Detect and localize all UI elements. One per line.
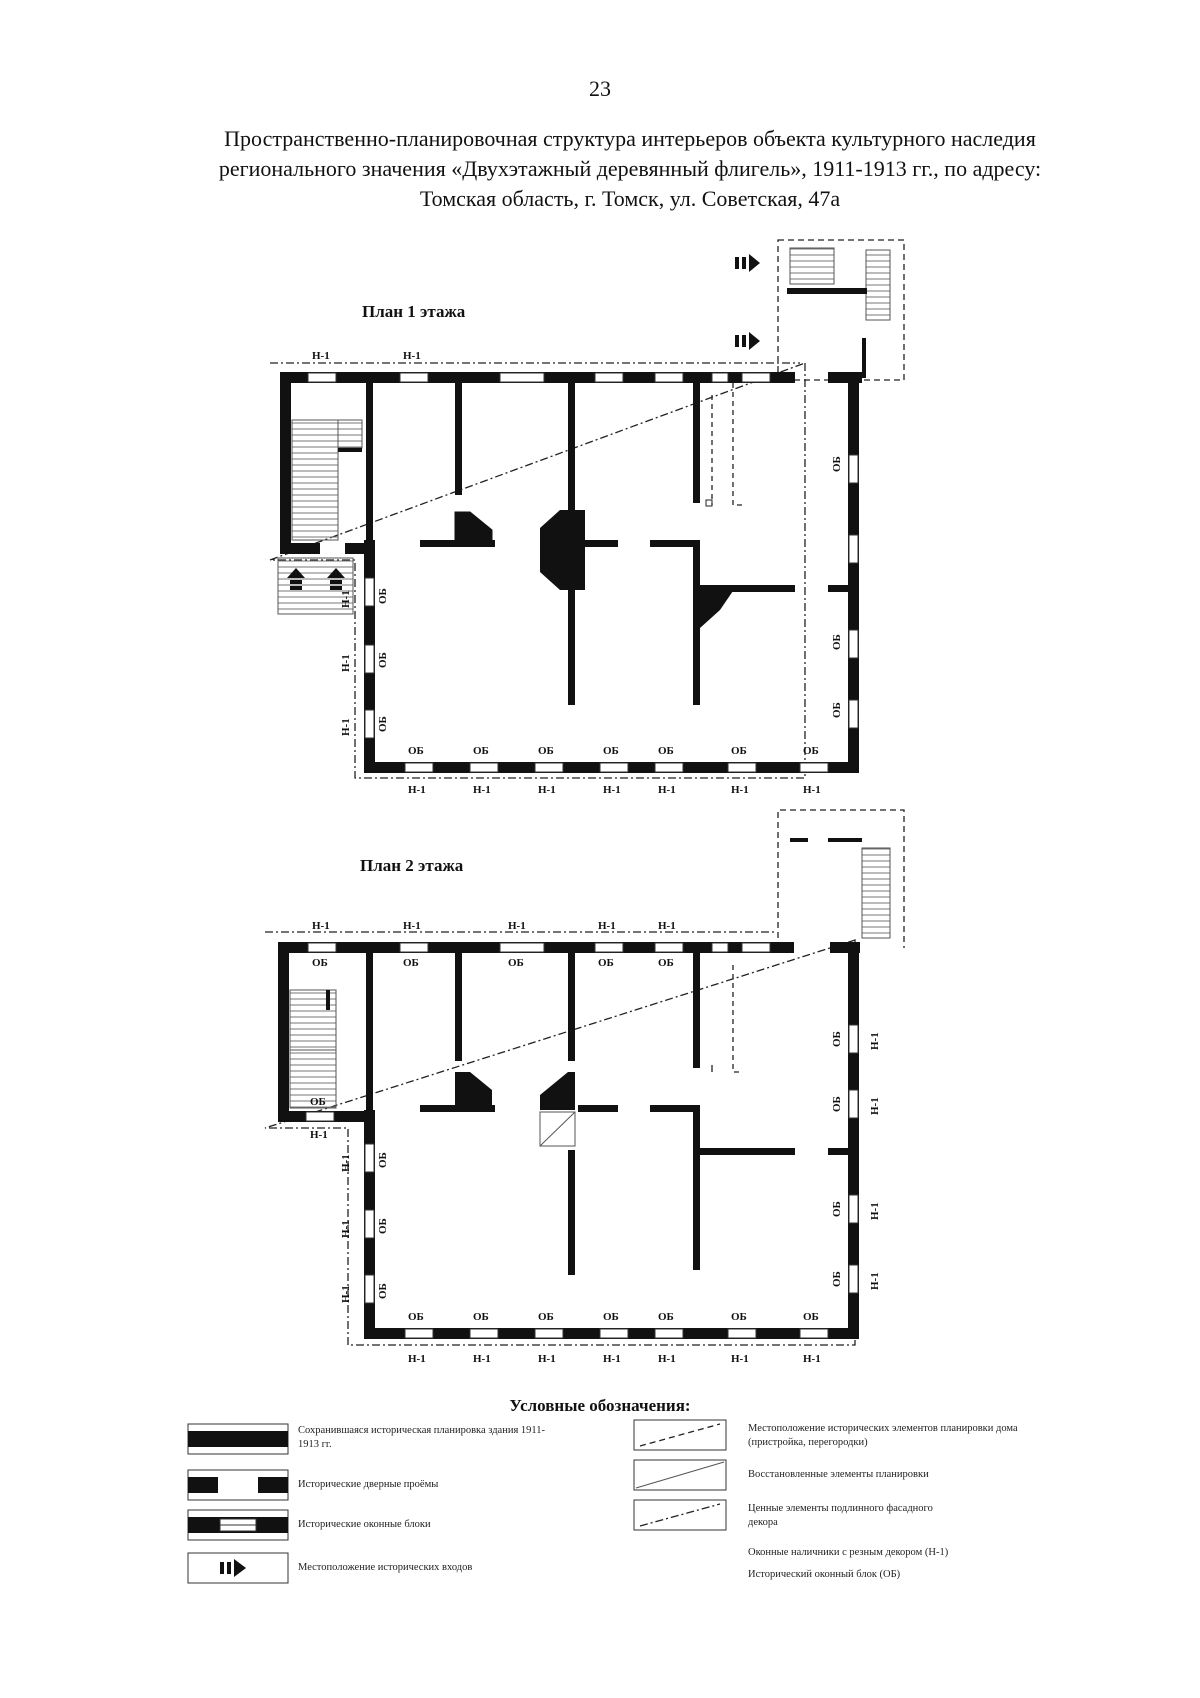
label-h1: Н-1: [603, 784, 621, 796]
legend-item: Местоположение исторических элементов планировки дома (пристройка, перегородки): [748, 1423, 1018, 1448]
label-h1: Н-1: [340, 654, 352, 672]
label-ob: ОБ: [377, 588, 389, 604]
label-ob: ОБ: [403, 957, 419, 969]
label-h1: Н-1: [340, 1154, 352, 1172]
label-ob: ОБ: [831, 1271, 843, 1287]
label-ob: ОБ: [377, 1283, 389, 1299]
label-ob: ОБ: [803, 745, 819, 757]
label-ob: ОБ: [603, 745, 619, 757]
label-ob: ОБ: [731, 1311, 747, 1323]
legend-restored-symbol: [634, 1460, 726, 1490]
label-ob: ОБ: [831, 1031, 843, 1047]
plan1-drawing: [270, 240, 904, 796]
label-h1: Н-1: [869, 1032, 881, 1050]
label-h1: Н-1: [603, 1353, 621, 1365]
label-h1: Н-1: [538, 784, 556, 796]
label-h1: Н-1: [408, 784, 426, 796]
legend-item: Оконные наличники с резным декором (Н-1): [748, 1547, 949, 1558]
label-ob: ОБ: [538, 1311, 554, 1323]
label-ob: ОБ: [377, 1218, 389, 1234]
label-h1: Н-1: [312, 350, 330, 362]
label-ob: ОБ: [831, 702, 843, 718]
title-line: Пространственно-планировочная структура интерьеров объекта культурного наследия: [224, 126, 1036, 151]
label-h1: Н-1: [598, 920, 616, 932]
legend-entrance-symbol: [188, 1553, 288, 1583]
label-ob: ОБ: [831, 1201, 843, 1217]
plan1-title: План 1 этажа: [362, 302, 466, 321]
legend-item: Местоположение исторических входов: [298, 1562, 473, 1573]
label-h1: Н-1: [869, 1097, 881, 1115]
entrance-arrow-icon: [735, 332, 760, 350]
label-ob: ОБ: [831, 456, 843, 472]
label-ob: ОБ: [831, 634, 843, 650]
label-h1: Н-1: [340, 1220, 352, 1238]
label-ob: ОБ: [831, 1096, 843, 1112]
window-blocks-left: [365, 578, 374, 738]
label-h1: Н-1: [731, 1353, 749, 1365]
legend-historic-dashed-symbol: [634, 1420, 726, 1450]
label-h1: Н-1: [340, 718, 352, 736]
label-h1: Н-1: [340, 1285, 352, 1303]
label-h1: Н-1: [403, 920, 421, 932]
plan2-drawing: [265, 810, 904, 1365]
title-line: регионального значения «Двухэтажный деревянный флигель», 1911-1913 гг., по адресу:: [218, 156, 1042, 181]
legend-door-symbol: [188, 1470, 288, 1500]
label-h1: Н-1: [803, 784, 821, 796]
label-ob: ОБ: [538, 745, 554, 757]
label-ob: ОБ: [803, 1311, 819, 1323]
legend-wall-symbol: [188, 1424, 288, 1454]
legend-decor-symbol: [634, 1500, 726, 1530]
legend-item: Исторический оконный блок (ОБ): [748, 1569, 901, 1580]
label-h1: Н-1: [403, 350, 421, 362]
label-h1: Н-1: [473, 784, 491, 796]
label-h1: Н-1: [312, 920, 330, 932]
label-h1: Н-1: [803, 1353, 821, 1365]
label-h1: Н-1: [658, 920, 676, 932]
label-ob: ОБ: [731, 745, 747, 757]
label-ob: ОБ: [473, 1311, 489, 1323]
label-ob: ОБ: [312, 957, 328, 969]
label-ob: ОБ: [377, 1152, 389, 1168]
label-ob: ОБ: [377, 716, 389, 732]
plan2-title: План 2 этажа: [360, 856, 464, 875]
label-ob: ОБ: [598, 957, 614, 969]
label-ob: ОБ: [658, 745, 674, 757]
legend-item: Исторические дверные проёмы: [298, 1479, 439, 1490]
title-line: Томская область, г. Томск, ул. Советская, 47а: [419, 186, 841, 211]
window-blocks-left: [365, 1144, 374, 1303]
label-h1: Н-1: [473, 1353, 491, 1365]
label-h1: Н-1: [731, 784, 749, 796]
label-h1: Н-1: [869, 1202, 881, 1220]
label-h1: Н-1: [869, 1272, 881, 1290]
label-ob: ОБ: [408, 745, 424, 757]
legend-item: Восстановленные элементы планировки: [748, 1469, 929, 1480]
label-ob: ОБ: [603, 1311, 619, 1323]
label-ob: ОБ: [508, 957, 524, 969]
legend-window-symbol: [188, 1510, 288, 1540]
label-ob: ОБ: [658, 1311, 674, 1323]
legend-item: Исторические оконные блоки: [298, 1519, 431, 1530]
page-number: 23: [589, 76, 611, 101]
legend-heading: Условные обозначения:: [509, 1396, 691, 1415]
label-h1: Н-1: [310, 1129, 328, 1141]
label-ob: ОБ: [473, 745, 489, 757]
label-h1: Н-1: [340, 590, 352, 608]
label-ob: ОБ: [310, 1096, 326, 1108]
legend-item: Сохранившаяся историческая планировка здания 1911-1913 гг.: [298, 1425, 546, 1450]
label-ob: ОБ: [408, 1311, 424, 1323]
label-h1: Н-1: [658, 1353, 676, 1365]
legend-item: Ценные элементы подлинного фасадного декора: [748, 1503, 933, 1528]
label-h1: Н-1: [658, 784, 676, 796]
label-h1: Н-1: [508, 920, 526, 932]
label-h1: Н-1: [408, 1353, 426, 1365]
entrance-arrow-icon: [735, 254, 760, 272]
label-ob: ОБ: [658, 957, 674, 969]
window-blocks-top: [306, 943, 770, 1121]
label-h1: Н-1: [538, 1353, 556, 1365]
label-ob: ОБ: [377, 652, 389, 668]
